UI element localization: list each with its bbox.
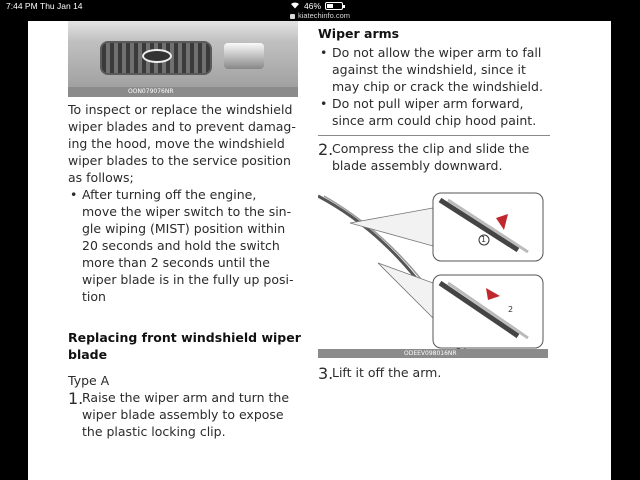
figure-code: ODEEV098016NR xyxy=(318,349,548,358)
wifi-icon xyxy=(290,1,300,11)
photo-code: OON079076NR xyxy=(68,87,298,97)
intro-line: ing the hood, move the windshield xyxy=(68,136,285,151)
step-line: wiper blade assembly to expose xyxy=(82,407,284,422)
bullet-line: gle wiping (MIST) position within xyxy=(82,221,286,236)
step-line: the plastic locking clip. xyxy=(82,424,226,439)
bullet-line: 20 seconds and hold the switch xyxy=(82,238,280,253)
bullet-line: wiper blade is in the fully up posi- xyxy=(82,272,294,287)
car-front-photo xyxy=(68,21,298,97)
url-bar[interactable] xyxy=(0,12,640,21)
callout-1: 1 xyxy=(481,235,487,244)
bullet-line: After turning off the engine, xyxy=(82,187,257,202)
step-1 xyxy=(68,389,303,440)
battery-icon xyxy=(325,2,343,10)
intro-line: wiper blades to the service position xyxy=(68,153,291,168)
bullet-line: may chip or crack the windshield. xyxy=(332,79,543,94)
lock-icon xyxy=(290,14,295,19)
step-line: Compress the clip and slide the xyxy=(332,141,530,156)
right-column xyxy=(318,21,550,381)
step-3 xyxy=(318,364,550,381)
bullet-item xyxy=(68,186,303,305)
car-headlamp xyxy=(224,43,264,69)
bullet-item xyxy=(318,95,550,129)
bullet-line: since arm could chip hood paint. xyxy=(332,113,537,128)
type-label: Type A xyxy=(68,373,110,388)
status-time: 7:44 PM xyxy=(6,1,38,11)
step-line: blade assembly downward. xyxy=(332,158,503,173)
divider xyxy=(318,135,550,136)
car-hood xyxy=(68,21,298,43)
status-date: Thu Jan 14 xyxy=(40,1,83,11)
bullet-item xyxy=(318,44,550,95)
step-number: 2. xyxy=(318,140,334,159)
intro-line: as follows; xyxy=(68,170,134,185)
service-position-bullets xyxy=(68,186,303,305)
battery-fill xyxy=(327,4,333,8)
bullet-line: Do not allow the wiper arm to fall xyxy=(332,45,542,60)
bullet-dot: • xyxy=(320,96,328,111)
bullet-line: tion xyxy=(82,289,106,304)
bullet-line: move the wiper switch to the sin- xyxy=(82,204,292,219)
bullet-dot: • xyxy=(70,187,78,202)
bullet-line: Do not pull wiper arm forward, xyxy=(332,96,524,111)
status-right xyxy=(290,1,522,11)
callout-2: 2 xyxy=(508,305,514,314)
url-domain[interactable]: kiatechinfo.com xyxy=(297,11,351,20)
manual-page xyxy=(28,21,611,480)
step-line: Raise the wiper arm and turn the xyxy=(82,390,290,405)
section-heading-line: blade xyxy=(68,347,108,362)
bullet-dot: • xyxy=(320,45,328,60)
car-emblem xyxy=(142,49,172,63)
wiper-arms-bullets xyxy=(318,44,550,129)
step-2 xyxy=(318,140,550,174)
wiper-clip-illustration xyxy=(318,188,548,358)
bullet-line: more than 2 seconds until the xyxy=(82,255,270,270)
step-line: Lift it off the arm. xyxy=(332,365,442,380)
left-column xyxy=(68,21,303,440)
section-heading-line: Replacing front windshield wiper xyxy=(68,330,301,345)
step-number: 1. xyxy=(68,389,84,408)
intro-line: wiper blades and to prevent damag- xyxy=(68,119,296,134)
step-number: 3. xyxy=(318,364,334,383)
intro-paragraph xyxy=(68,101,303,186)
section-heading xyxy=(68,329,303,363)
intro-line: To inspect or replace the windshield xyxy=(68,102,293,117)
bullet-line: against the windshield, since it xyxy=(332,62,526,77)
wiper-clip-figure xyxy=(318,188,548,358)
wiper-arms-heading: Wiper arms xyxy=(318,26,400,41)
battery-percent: 46% xyxy=(304,1,322,11)
